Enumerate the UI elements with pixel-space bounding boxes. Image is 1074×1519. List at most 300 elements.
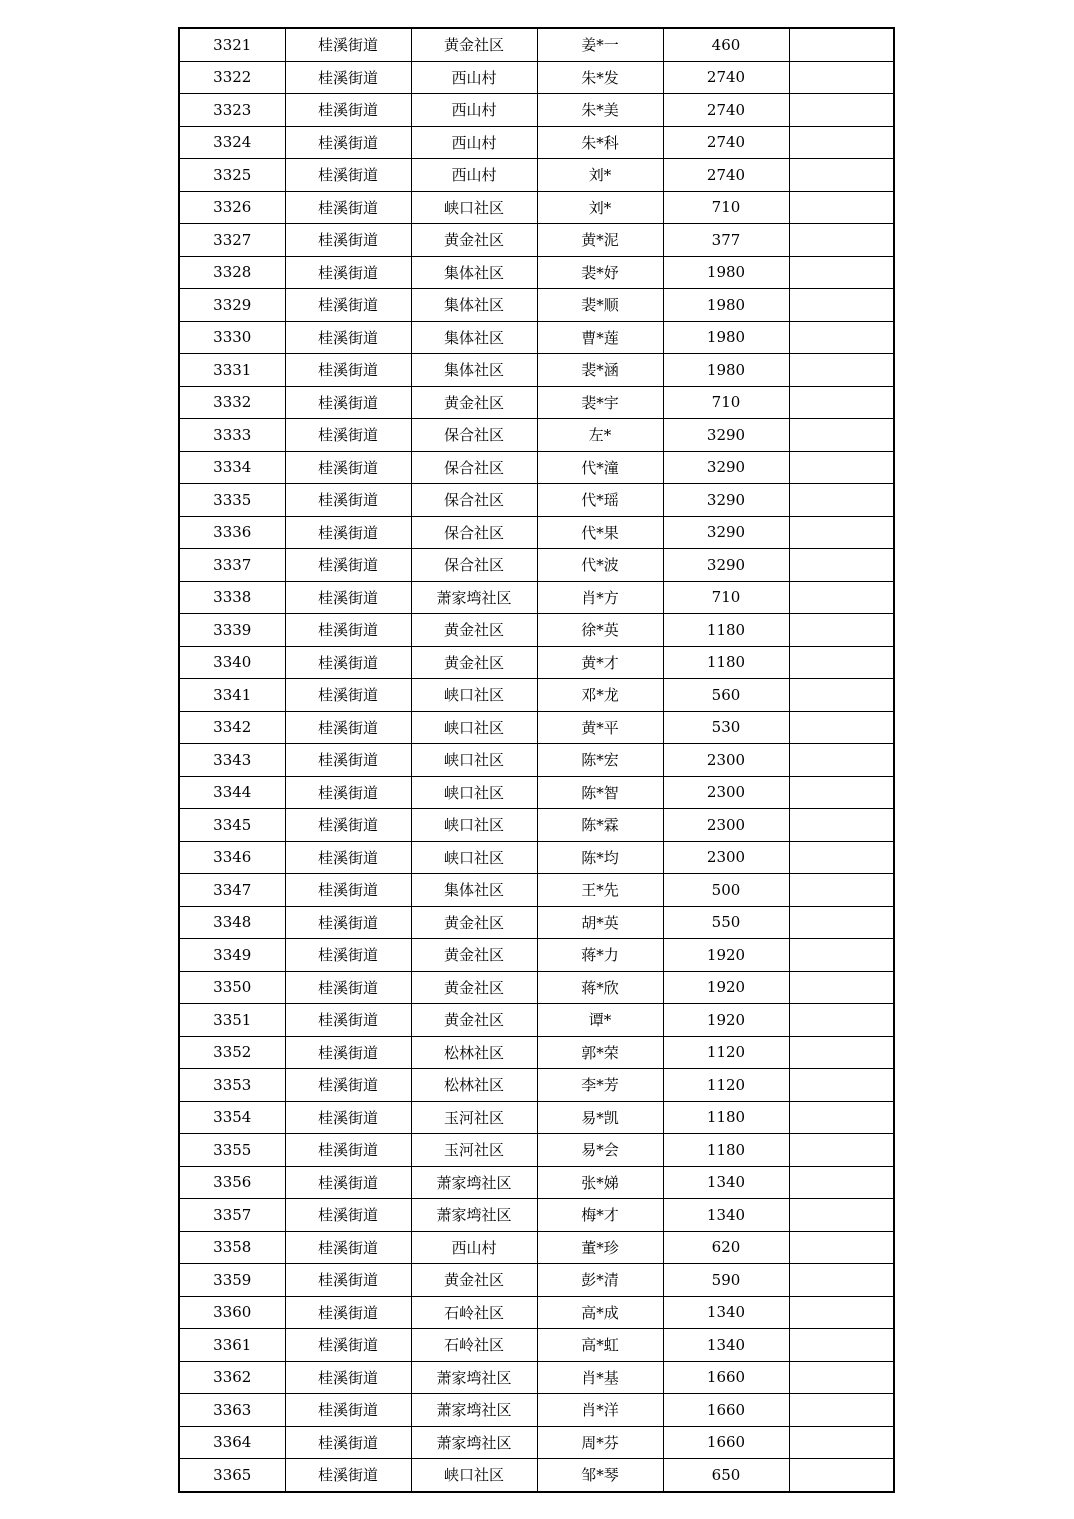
cell-name: 王*先	[537, 874, 663, 907]
cell-community: 集体社区	[411, 321, 537, 354]
cell-amount: 650	[663, 1459, 789, 1492]
cell-name: 曹*莲	[537, 321, 663, 354]
cell-note	[789, 711, 894, 744]
cell-amount: 1180	[663, 614, 789, 647]
cell-serial-number: 3354	[179, 1101, 285, 1134]
cell-name: 左*	[537, 419, 663, 452]
cell-community: 黄金社区	[411, 1264, 537, 1297]
cell-note	[789, 744, 894, 777]
cell-amount: 1980	[663, 354, 789, 387]
cell-amount: 1180	[663, 1134, 789, 1167]
cell-street: 桂溪街道	[285, 321, 411, 354]
table-row	[179, 159, 894, 192]
cell-name: 邓*龙	[537, 679, 663, 712]
cell-name: 裴*顺	[537, 289, 663, 322]
cell-name: 陈*宏	[537, 744, 663, 777]
cell-note	[789, 679, 894, 712]
cell-name: 代*波	[537, 549, 663, 582]
cell-street: 桂溪街道	[285, 1329, 411, 1362]
cell-name: 裴*妤	[537, 256, 663, 289]
cell-community: 石岭社区	[411, 1329, 537, 1362]
cell-amount: 710	[663, 191, 789, 224]
cell-serial-number: 3321	[179, 28, 285, 61]
cell-serial-number: 3346	[179, 841, 285, 874]
cell-community: 萧家塆社区	[411, 1394, 537, 1427]
cell-note	[789, 1329, 894, 1362]
cell-amount: 2740	[663, 159, 789, 192]
cell-note	[789, 874, 894, 907]
cell-community: 保合社区	[411, 451, 537, 484]
cell-amount: 1980	[663, 256, 789, 289]
cell-amount: 2740	[663, 126, 789, 159]
table-row	[179, 419, 894, 452]
cell-street: 桂溪街道	[285, 1394, 411, 1427]
table-row	[179, 451, 894, 484]
cell-serial-number: 3323	[179, 94, 285, 127]
cell-amount: 500	[663, 874, 789, 907]
table-row	[179, 354, 894, 387]
cell-street: 桂溪街道	[285, 809, 411, 842]
cell-name: 刘*	[537, 159, 663, 192]
cell-community: 黄金社区	[411, 939, 537, 972]
cell-name: 朱*发	[537, 61, 663, 94]
cell-serial-number: 3360	[179, 1296, 285, 1329]
cell-note	[789, 191, 894, 224]
cell-name: 梅*才	[537, 1199, 663, 1232]
cell-serial-number: 3330	[179, 321, 285, 354]
cell-note	[789, 776, 894, 809]
cell-community: 峡口社区	[411, 1459, 537, 1492]
cell-amount: 590	[663, 1264, 789, 1297]
cell-name: 彭*清	[537, 1264, 663, 1297]
cell-community: 集体社区	[411, 874, 537, 907]
cell-name: 裴*宇	[537, 386, 663, 419]
cell-name: 蒋*欣	[537, 971, 663, 1004]
cell-amount: 2300	[663, 841, 789, 874]
table-row	[179, 939, 894, 972]
cell-amount: 1340	[663, 1296, 789, 1329]
table-row	[179, 1069, 894, 1102]
cell-amount: 2740	[663, 61, 789, 94]
cell-name: 胡*英	[537, 906, 663, 939]
cell-name: 肖*基	[537, 1361, 663, 1394]
cell-serial-number: 3365	[179, 1459, 285, 1492]
cell-serial-number: 3327	[179, 224, 285, 257]
cell-community: 萧家塆社区	[411, 1361, 537, 1394]
cell-serial-number: 3362	[179, 1361, 285, 1394]
cell-name: 姜*一	[537, 28, 663, 61]
cell-name: 刘*	[537, 191, 663, 224]
cell-name: 高*成	[537, 1296, 663, 1329]
table-row	[179, 386, 894, 419]
cell-serial-number: 3334	[179, 451, 285, 484]
cell-street: 桂溪街道	[285, 581, 411, 614]
table-row	[179, 711, 894, 744]
cell-amount: 377	[663, 224, 789, 257]
cell-street: 桂溪街道	[285, 874, 411, 907]
cell-amount: 530	[663, 711, 789, 744]
cell-name: 代*瑶	[537, 484, 663, 517]
table-row	[179, 94, 894, 127]
cell-name: 肖*方	[537, 581, 663, 614]
cell-name: 裴*涵	[537, 354, 663, 387]
cell-serial-number: 3332	[179, 386, 285, 419]
cell-street: 桂溪街道	[285, 1296, 411, 1329]
table-row	[179, 126, 894, 159]
cell-amount: 3290	[663, 549, 789, 582]
cell-name: 黄*才	[537, 646, 663, 679]
cell-street: 桂溪街道	[285, 841, 411, 874]
cell-note	[789, 1459, 894, 1492]
cell-street: 桂溪街道	[285, 419, 411, 452]
cell-serial-number: 3343	[179, 744, 285, 777]
cell-serial-number: 3325	[179, 159, 285, 192]
cell-note	[789, 1231, 894, 1264]
cell-serial-number: 3322	[179, 61, 285, 94]
cell-note	[789, 841, 894, 874]
cell-street: 桂溪街道	[285, 28, 411, 61]
cell-community: 西山村	[411, 61, 537, 94]
cell-amount: 2300	[663, 744, 789, 777]
cell-street: 桂溪街道	[285, 354, 411, 387]
table-row	[179, 1296, 894, 1329]
cell-note	[789, 809, 894, 842]
table-row	[179, 28, 894, 61]
cell-community: 峡口社区	[411, 841, 537, 874]
cell-note	[789, 386, 894, 419]
table-row	[179, 874, 894, 907]
table-row	[179, 1426, 894, 1459]
cell-amount: 2300	[663, 809, 789, 842]
table-row	[179, 549, 894, 582]
cell-note	[789, 321, 894, 354]
table-row	[179, 256, 894, 289]
cell-serial-number: 3347	[179, 874, 285, 907]
cell-amount: 1340	[663, 1329, 789, 1362]
cell-note	[789, 549, 894, 582]
cell-name: 黄*泥	[537, 224, 663, 257]
cell-serial-number: 3340	[179, 646, 285, 679]
cell-name: 蒋*力	[537, 939, 663, 972]
data-table	[178, 27, 895, 1493]
cell-note	[789, 484, 894, 517]
cell-community: 萧家塆社区	[411, 581, 537, 614]
cell-name: 徐*英	[537, 614, 663, 647]
table-row	[179, 614, 894, 647]
cell-note	[789, 224, 894, 257]
cell-amount: 1980	[663, 289, 789, 322]
table-row	[179, 1361, 894, 1394]
cell-name: 陈*均	[537, 841, 663, 874]
cell-community: 保合社区	[411, 549, 537, 582]
cell-serial-number: 3326	[179, 191, 285, 224]
cell-serial-number: 3338	[179, 581, 285, 614]
table-row	[179, 581, 894, 614]
cell-name: 黄*平	[537, 711, 663, 744]
cell-name: 董*珍	[537, 1231, 663, 1264]
cell-amount: 710	[663, 386, 789, 419]
cell-note	[789, 419, 894, 452]
cell-amount: 1340	[663, 1199, 789, 1232]
table-row	[179, 1004, 894, 1037]
cell-serial-number: 3344	[179, 776, 285, 809]
cell-amount: 710	[663, 581, 789, 614]
cell-street: 桂溪街道	[285, 1166, 411, 1199]
table-row	[179, 1329, 894, 1362]
cell-name: 易*会	[537, 1134, 663, 1167]
cell-serial-number: 3351	[179, 1004, 285, 1037]
cell-amount: 1660	[663, 1394, 789, 1427]
cell-street: 桂溪街道	[285, 484, 411, 517]
cell-serial-number: 3348	[179, 906, 285, 939]
cell-community: 峡口社区	[411, 776, 537, 809]
cell-name: 肖*洋	[537, 1394, 663, 1427]
cell-community: 西山村	[411, 1231, 537, 1264]
cell-note	[789, 94, 894, 127]
cell-amount: 1120	[663, 1036, 789, 1069]
cell-street: 桂溪街道	[285, 906, 411, 939]
table-row	[179, 906, 894, 939]
cell-amount: 1660	[663, 1426, 789, 1459]
cell-amount: 2740	[663, 94, 789, 127]
table-row	[179, 1459, 894, 1492]
cell-serial-number: 3336	[179, 516, 285, 549]
cell-street: 桂溪街道	[285, 679, 411, 712]
cell-street: 桂溪街道	[285, 1426, 411, 1459]
cell-community: 萧家塆社区	[411, 1426, 537, 1459]
cell-name: 朱*科	[537, 126, 663, 159]
table-row	[179, 224, 894, 257]
cell-amount: 1180	[663, 1101, 789, 1134]
cell-community: 峡口社区	[411, 744, 537, 777]
cell-note	[789, 939, 894, 972]
cell-community: 黄金社区	[411, 1004, 537, 1037]
cell-street: 桂溪街道	[285, 256, 411, 289]
table-row	[179, 1394, 894, 1427]
cell-community: 萧家塆社区	[411, 1166, 537, 1199]
cell-community: 石岭社区	[411, 1296, 537, 1329]
cell-community: 玉河社区	[411, 1101, 537, 1134]
cell-serial-number: 3352	[179, 1036, 285, 1069]
cell-note	[789, 516, 894, 549]
cell-note	[789, 581, 894, 614]
cell-community: 峡口社区	[411, 711, 537, 744]
cell-community: 集体社区	[411, 289, 537, 322]
cell-community: 玉河社区	[411, 1134, 537, 1167]
cell-community: 松林社区	[411, 1069, 537, 1102]
cell-community: 峡口社区	[411, 679, 537, 712]
cell-amount: 620	[663, 1231, 789, 1264]
cell-serial-number: 3335	[179, 484, 285, 517]
cell-street: 桂溪街道	[285, 646, 411, 679]
cell-amount: 1920	[663, 939, 789, 972]
table-row	[179, 679, 894, 712]
cell-note	[789, 1134, 894, 1167]
cell-serial-number: 3341	[179, 679, 285, 712]
cell-amount: 1920	[663, 971, 789, 1004]
cell-serial-number: 3329	[179, 289, 285, 322]
cell-street: 桂溪街道	[285, 451, 411, 484]
cell-street: 桂溪街道	[285, 126, 411, 159]
cell-note	[789, 1394, 894, 1427]
cell-name: 易*凯	[537, 1101, 663, 1134]
table-body	[179, 28, 894, 1492]
cell-street: 桂溪街道	[285, 159, 411, 192]
cell-name: 李*芳	[537, 1069, 663, 1102]
cell-amount: 3290	[663, 516, 789, 549]
cell-community: 西山村	[411, 94, 537, 127]
cell-note	[789, 1036, 894, 1069]
cell-name: 周*芬	[537, 1426, 663, 1459]
cell-community: 保合社区	[411, 516, 537, 549]
cell-serial-number: 3342	[179, 711, 285, 744]
cell-note	[789, 971, 894, 1004]
cell-street: 桂溪街道	[285, 744, 411, 777]
cell-serial-number: 3328	[179, 256, 285, 289]
cell-community: 黄金社区	[411, 28, 537, 61]
cell-name: 代*果	[537, 516, 663, 549]
cell-community: 黄金社区	[411, 906, 537, 939]
table-row	[179, 1199, 894, 1232]
table-row	[179, 1036, 894, 1069]
cell-note	[789, 1361, 894, 1394]
cell-community: 黄金社区	[411, 386, 537, 419]
table-row	[179, 61, 894, 94]
table-row	[179, 971, 894, 1004]
cell-amount: 3290	[663, 451, 789, 484]
cell-street: 桂溪街道	[285, 1361, 411, 1394]
cell-name: 谭*	[537, 1004, 663, 1037]
cell-note	[789, 1004, 894, 1037]
cell-note	[789, 126, 894, 159]
cell-serial-number: 3333	[179, 419, 285, 452]
cell-amount: 560	[663, 679, 789, 712]
cell-note	[789, 1069, 894, 1102]
cell-amount: 1180	[663, 646, 789, 679]
cell-note	[789, 451, 894, 484]
cell-street: 桂溪街道	[285, 1459, 411, 1492]
cell-note	[789, 1101, 894, 1134]
cell-name: 陈*智	[537, 776, 663, 809]
cell-street: 桂溪街道	[285, 61, 411, 94]
cell-amount: 3290	[663, 419, 789, 452]
cell-community: 集体社区	[411, 354, 537, 387]
cell-street: 桂溪街道	[285, 1036, 411, 1069]
cell-street: 桂溪街道	[285, 939, 411, 972]
cell-community: 峡口社区	[411, 809, 537, 842]
cell-name: 张*娣	[537, 1166, 663, 1199]
cell-serial-number: 3358	[179, 1231, 285, 1264]
cell-note	[789, 614, 894, 647]
cell-street: 桂溪街道	[285, 1069, 411, 1102]
cell-note	[789, 28, 894, 61]
cell-note	[789, 646, 894, 679]
cell-name: 陈*霖	[537, 809, 663, 842]
cell-street: 桂溪街道	[285, 191, 411, 224]
table-row	[179, 1101, 894, 1134]
cell-community: 萧家塆社区	[411, 1199, 537, 1232]
cell-amount: 1660	[663, 1361, 789, 1394]
cell-serial-number: 3353	[179, 1069, 285, 1102]
cell-street: 桂溪街道	[285, 224, 411, 257]
cell-amount: 1340	[663, 1166, 789, 1199]
cell-street: 桂溪街道	[285, 1199, 411, 1232]
cell-amount: 3290	[663, 484, 789, 517]
cell-note	[789, 1166, 894, 1199]
cell-amount: 460	[663, 28, 789, 61]
cell-name: 邹*琴	[537, 1459, 663, 1492]
table-row	[179, 809, 894, 842]
cell-street: 桂溪街道	[285, 776, 411, 809]
cell-community: 峡口社区	[411, 191, 537, 224]
cell-community: 集体社区	[411, 256, 537, 289]
table-row	[179, 191, 894, 224]
table-row	[179, 776, 894, 809]
cell-note	[789, 354, 894, 387]
cell-note	[789, 1426, 894, 1459]
table-row	[179, 484, 894, 517]
cell-serial-number: 3363	[179, 1394, 285, 1427]
cell-amount: 1920	[663, 1004, 789, 1037]
cell-serial-number: 3350	[179, 971, 285, 1004]
table-row	[179, 744, 894, 777]
cell-name: 郭*荣	[537, 1036, 663, 1069]
cell-community: 松林社区	[411, 1036, 537, 1069]
cell-note	[789, 1264, 894, 1297]
cell-serial-number: 3339	[179, 614, 285, 647]
cell-street: 桂溪街道	[285, 614, 411, 647]
table-row	[179, 646, 894, 679]
cell-serial-number: 3357	[179, 1199, 285, 1232]
cell-serial-number: 3349	[179, 939, 285, 972]
cell-serial-number: 3356	[179, 1166, 285, 1199]
cell-note	[789, 256, 894, 289]
cell-serial-number: 3337	[179, 549, 285, 582]
cell-name: 朱*美	[537, 94, 663, 127]
cell-amount: 550	[663, 906, 789, 939]
cell-serial-number: 3361	[179, 1329, 285, 1362]
cell-amount: 2300	[663, 776, 789, 809]
cell-community: 西山村	[411, 126, 537, 159]
cell-serial-number: 3359	[179, 1264, 285, 1297]
cell-community: 西山村	[411, 159, 537, 192]
cell-serial-number: 3345	[179, 809, 285, 842]
table-row	[179, 1134, 894, 1167]
cell-community: 黄金社区	[411, 224, 537, 257]
cell-community: 黄金社区	[411, 971, 537, 1004]
cell-street: 桂溪街道	[285, 94, 411, 127]
cell-street: 桂溪街道	[285, 1101, 411, 1134]
cell-note	[789, 61, 894, 94]
cell-serial-number: 3331	[179, 354, 285, 387]
cell-note	[789, 1199, 894, 1232]
cell-street: 桂溪街道	[285, 971, 411, 1004]
cell-name: 代*潼	[537, 451, 663, 484]
cell-note	[789, 906, 894, 939]
cell-street: 桂溪街道	[285, 289, 411, 322]
cell-community: 保合社区	[411, 419, 537, 452]
cell-name: 高*虹	[537, 1329, 663, 1362]
cell-note	[789, 1296, 894, 1329]
table-row	[179, 321, 894, 354]
cell-community: 黄金社区	[411, 614, 537, 647]
table-row	[179, 516, 894, 549]
cell-amount: 1120	[663, 1069, 789, 1102]
cell-serial-number: 3355	[179, 1134, 285, 1167]
cell-amount: 1980	[663, 321, 789, 354]
table-row	[179, 1264, 894, 1297]
cell-community: 保合社区	[411, 484, 537, 517]
